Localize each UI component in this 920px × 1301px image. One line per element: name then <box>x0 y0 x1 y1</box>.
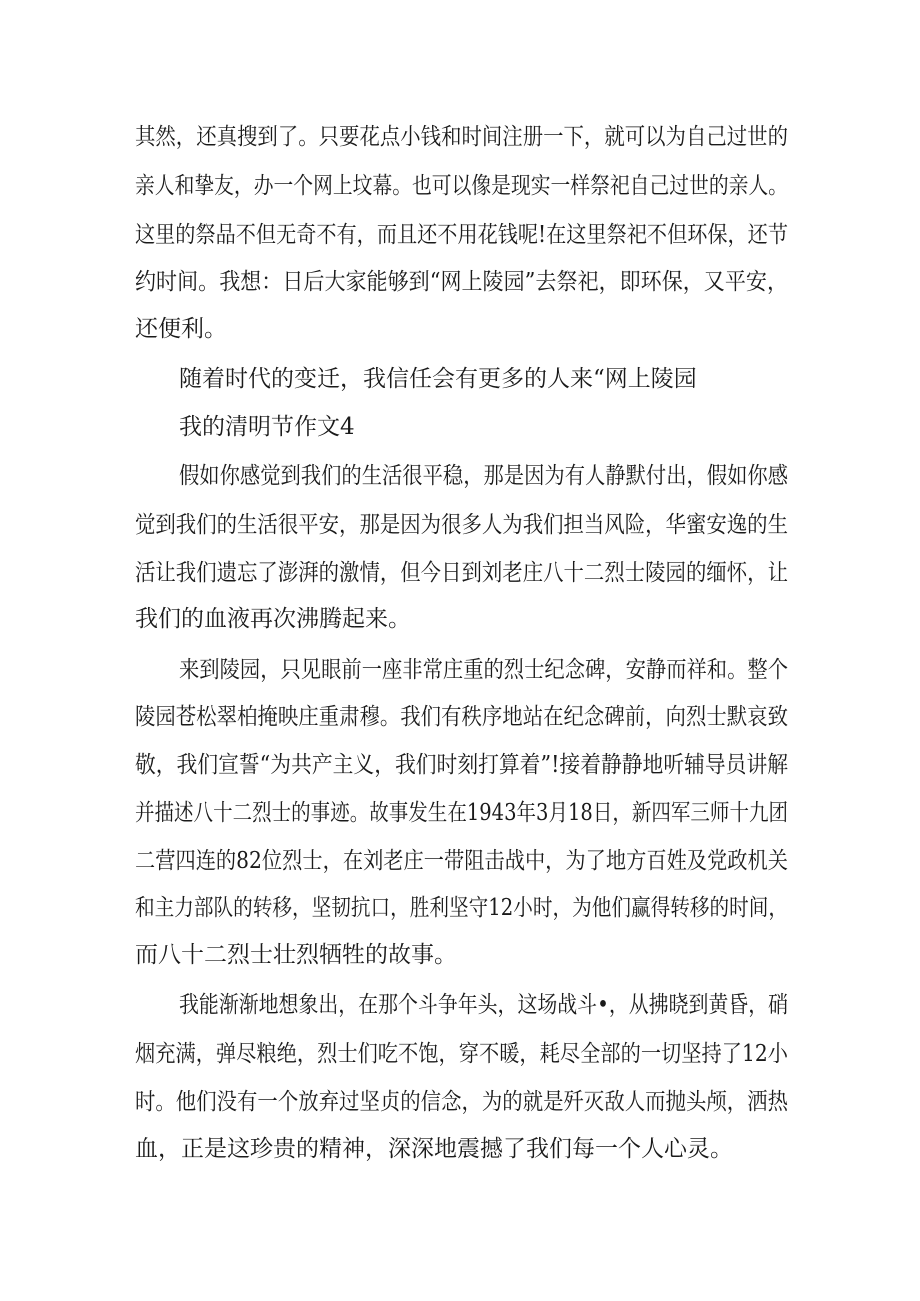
text-line <box>0 117 920 157</box>
line-text: 觉到我们的生活很平安，那是因为很多人为我们担当风险，华蜜安逸的生 <box>135 512 788 538</box>
line-text: 其然，还真搜到了。只要花点小钱和时间注册一下，就可以为自己过世的 <box>135 124 788 150</box>
line-text: 随着时代的变迁，我信任会有更多的人来“网上陵园 <box>179 366 697 392</box>
paragraph-line <box>0 359 920 399</box>
text-line <box>0 888 920 928</box>
text-line <box>0 262 920 302</box>
line-text: 这里的祭品不但无奇不有，而且还不用花钱呢!在这里祭祀不但环保，还节 <box>135 222 788 248</box>
text-line <box>0 505 920 545</box>
line-text: 而八十二烈士壮烈牺牲的故事。 <box>135 942 457 968</box>
line-text: 来到陵园，只见眼前一座非常庄重的烈士纪念碑，安静而祥和。整个 <box>179 657 788 683</box>
text-line <box>0 553 920 593</box>
text-line <box>0 935 920 975</box>
section-title <box>0 407 920 447</box>
line-text: 我能渐渐地想象出，在那个斗争年头，这场战斗•，从拂晓到黄昏，硝 <box>179 992 789 1018</box>
line-text: 血，正是这珍贵的精神，深深地震撼了我们每一个人心灵。 <box>135 1136 733 1162</box>
text-line <box>0 1034 920 1074</box>
line-text: 我们的血液再次沸腾起来。 <box>135 606 411 632</box>
line-text: 活让我们遗忘了澎湃的激情，但今日到刘老庄八十二烈士陵园的缅怀，让 <box>135 560 788 586</box>
line-text: 假如你感觉到我们的生活很平稳，那是因为有人静默付出，假如你感 <box>179 463 788 489</box>
line-text: 陵园苍松翠柏掩映庄重肃穆。我们有秩序地站在纪念碑前，向烈士默哀致 <box>135 704 788 730</box>
line-text: 时。他们没有一个放弃过坚贞的信念，为的就是歼灭敌人而抛头颅，洒热 <box>135 1089 788 1115</box>
paragraph-line <box>0 456 920 496</box>
text-line <box>0 215 920 255</box>
line-text: 二营四连的82位烈士，在刘老庄一带阻击战中，为了地方百姓及党政机关 <box>135 848 788 874</box>
line-text: 约时间。我想：日后大家能够到“网上陵园”去祭祀，即环保，又平安， <box>135 269 789 295</box>
paragraph-line <box>0 985 920 1025</box>
line-text: 敬，我们宣誓“为共产主义，我们时刻打算着”!接着静静地听辅导员讲解 <box>135 752 789 778</box>
text-line <box>0 1129 920 1169</box>
text-line <box>0 309 920 349</box>
text-line <box>0 599 920 639</box>
line-text: 和主力部队的转移，坚韧抗口，胜利坚守12小时，为他们赢得转移的时间， <box>135 895 789 921</box>
text-line <box>0 166 920 206</box>
line-text: 亲人和挚友，办一个网上坟幕。也可以像是现实一样祭祀自己过世的亲人。 <box>135 173 788 199</box>
line-text: 烟充满，弹尽粮绝，烈士们吃不饱，穿不暖，耗尽全部的一切坚持了12小 <box>135 1041 788 1067</box>
text-line <box>0 745 920 785</box>
line-text: 并描述八十二烈士的事迹。故事发生在1943年3月18日，新四军三师十九团 <box>135 800 789 826</box>
text-line <box>0 793 920 833</box>
text-line <box>0 841 920 881</box>
section-title-text: 我的清明节作文4 <box>179 414 355 440</box>
text-line <box>0 1082 920 1122</box>
text-line <box>0 697 920 737</box>
paragraph-line <box>0 650 920 690</box>
line-text: 还便利。 <box>135 316 227 342</box>
